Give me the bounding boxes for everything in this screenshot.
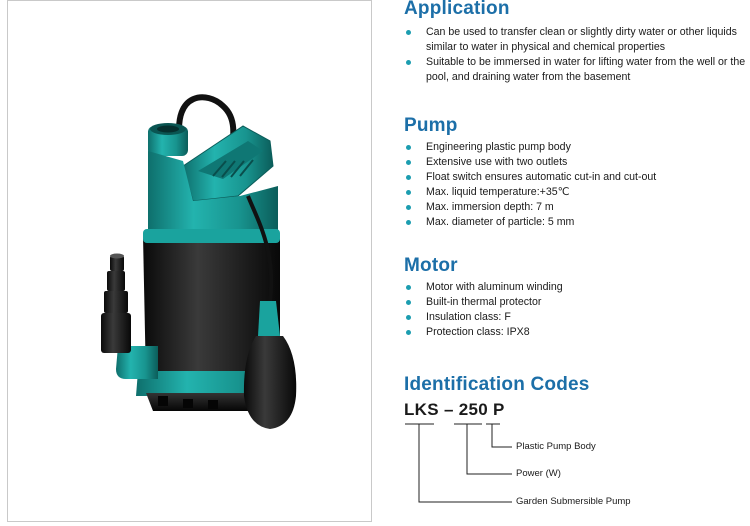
list-item: Float switch ensures automatic cut-in and cut-out (404, 170, 749, 185)
list-item: Max. immersion depth: 7 m (404, 200, 749, 215)
section-title-identification: Identification Codes (404, 374, 590, 395)
section-title-motor: Motor (404, 255, 458, 276)
code-body: P (493, 400, 505, 419)
list-item: Built-in thermal protector (404, 295, 749, 310)
code-label-power: Power (W) (516, 468, 561, 479)
list-item: Max. liquid temperature:+35℃ (404, 185, 749, 200)
code-dash: – (443, 400, 454, 419)
code-series: LKS (404, 400, 439, 419)
code-power: 250 (458, 400, 488, 419)
list-item: Protection class: IPX8 (404, 325, 749, 340)
list-item: Insulation class: F (404, 310, 749, 325)
section-title-pump: Pump (404, 115, 458, 136)
section-title-application: Application (404, 0, 510, 19)
list-item: Max. diameter of particle: 5 mm (404, 215, 749, 230)
list-item: Engineering plastic pump body (404, 140, 749, 155)
list-item: Extensive use with two outlets (404, 155, 749, 170)
list-item: Motor with aluminum winding (404, 280, 749, 295)
list-item: Suitable to be immersed in water for lifting water from the well or the pool, and draining water from the basement (404, 55, 749, 85)
list-item: Can be used to transfer clean or slightly dirty water or other liquids similar to water in physical and chemical properties (404, 25, 749, 55)
code-label-series: Garden Submersible Pump (516, 496, 631, 507)
code-label-body: Plastic Pump Body (516, 441, 596, 452)
